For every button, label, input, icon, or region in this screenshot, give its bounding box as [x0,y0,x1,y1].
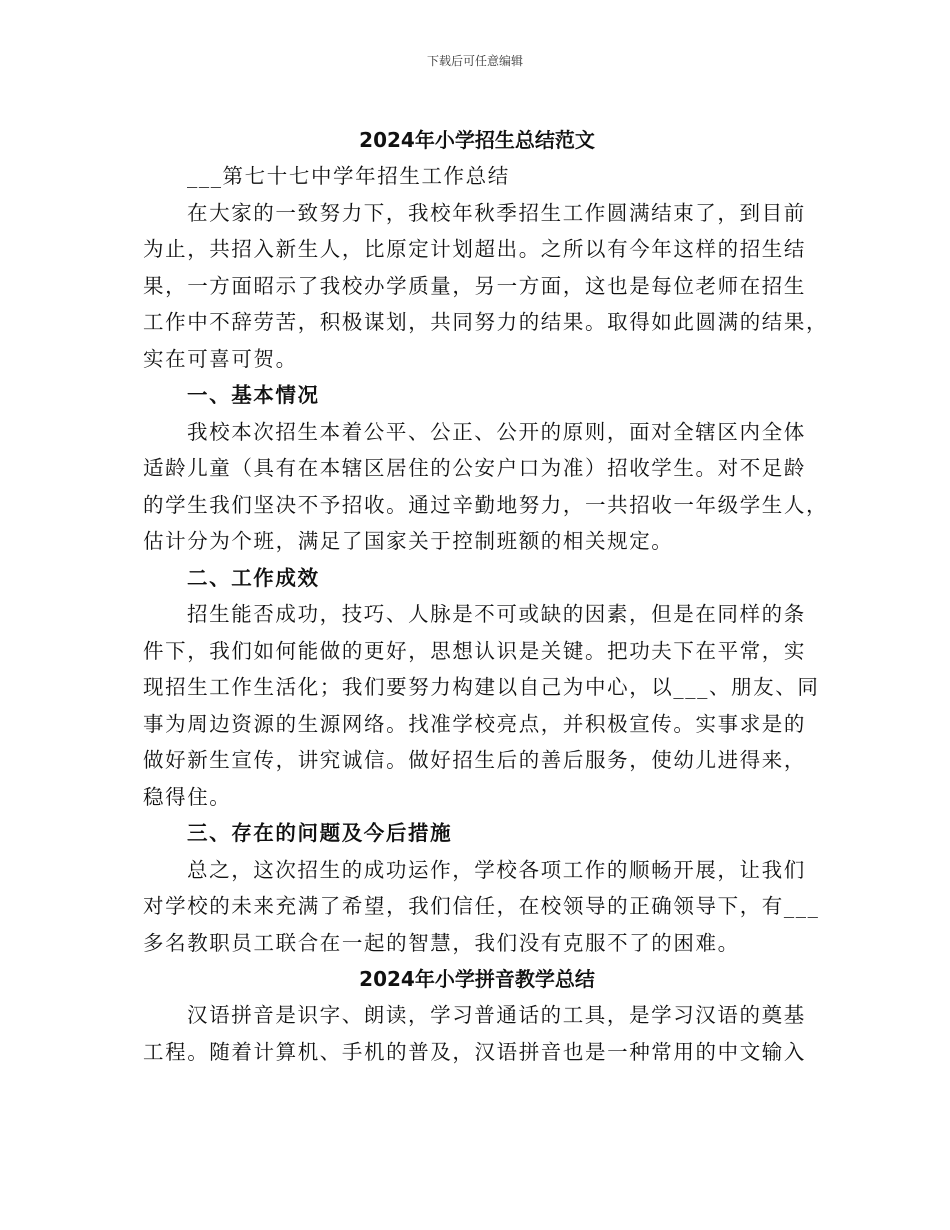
text-line: 工程。随着计算机、手机的普及，汉语拼音也是一种常用的中文输入 [143,1039,806,1064]
text-line: 估计分为个班，满足了国家关于控制班额的相关规定。 [143,529,674,553]
header-note: 下载后可任意编辑 [426,54,523,68]
document-title: 2024年小学招生总结范文 [359,128,595,152]
document-body [143,122,829,1070]
text-line: 件下，我们如何能做的更好，思想认识是关键。把功夫下在平常，实 [143,638,806,663]
text-line: 为止，共招入新生人，比原定计划超出。之所以有今年这样的招生结 [143,237,806,261]
text-line: 事为周边资源的生源网络。找准学校亮点，并积极宣传。实事求是的 [143,711,806,736]
text-line: 在大家的一致努力下，我校年秋季招生工作圆满结束了，到目前 [187,200,806,225]
text-line: 总之，这次招生的成功运作，学校各项工作的顺畅开展，让我们 [187,857,806,882]
section-2-body [143,997,811,1070]
text-line: 果，一方面昭示了我校办学质量，另一方面，这也是每位老师在招生 [143,273,806,298]
second-title: 2024年小学拼音教学总结 [359,967,595,991]
text-line: ___第七十七中学年招生工作总结 [187,164,510,188]
section-heading: 三、存在的问题及今后措施 [187,821,453,845]
text-line: 我校本次招生本着公平、公正、公开的原则，面对全辖区内全体 [187,419,806,444]
text-line: 实在可喜可贺。 [143,346,298,371]
text-line: 汉语拼音是识字、朗读，学习普通话的工具，是学习汉语的奠基 [187,1003,806,1027]
text-line: 的学生我们坚决不予招收。通过辛勤地努力，一共招收一年级学生人， [143,492,829,517]
section-heading: 二、工作成效 [187,565,320,590]
section-1-body [143,158,829,961]
section-heading: 一、基本情况 [187,383,320,407]
text-line: 招生能否成功，技巧、人脉是不可或缺的因素，但是在同样的条 [187,602,806,626]
text-line: 对学校的未来充满了希望，我们信任，在校领导的正确领导下，有___ [143,894,820,918]
text-line: 稳得住。 [143,784,232,809]
text-line: 做好新生宣传，讲究诚信。做好招生后的善后服务，使幼儿进得来， [143,748,806,772]
text-line: 适龄儿童（具有在本辖区居住的公安户口为准）招收学生。对不足龄 [143,456,806,480]
text-line: 现招生工作生活化；我们要努力构建以自己为中心，以___、朋友、同 [143,675,820,699]
text-line: 工作中不辞劳苦，积极谋划，共同努力的结果。取得如此圆满的结果， [143,310,829,334]
text-line: 多名教职员工联合在一起的智慧，我们没有克服不了的困难。 [143,930,740,955]
